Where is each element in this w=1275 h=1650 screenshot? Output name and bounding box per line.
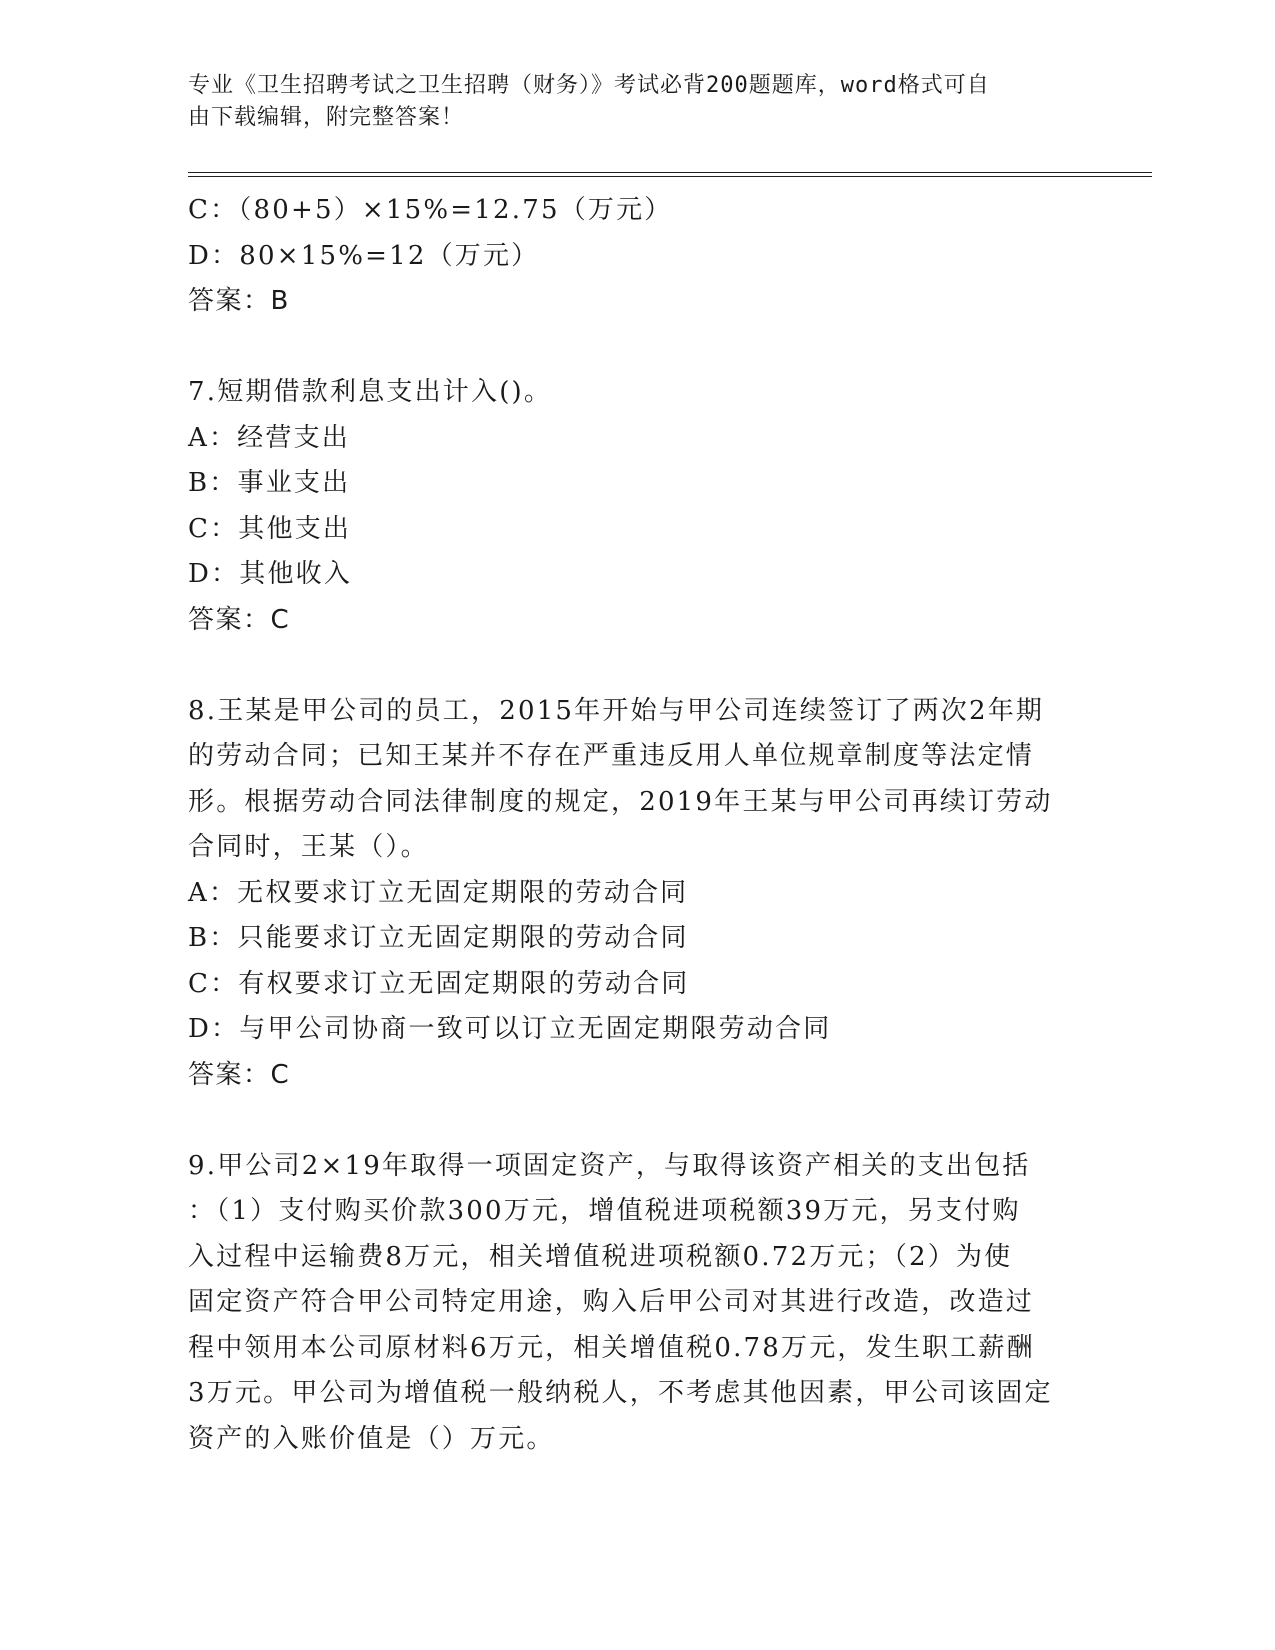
spacer (188, 1098, 1088, 1144)
q9-stem-line: 资产的入账价值是（）万元。 (188, 1423, 555, 1454)
q9-stem-line: 固定资产符合甲公司特定用途，购入后甲公司对其进行改造，改造过 (188, 1287, 1035, 1317)
q6-option-c: C：（80+5）×15%=12.75（万元） (188, 195, 673, 225)
q6-answer: 答案：B (188, 286, 290, 316)
q8-option-c: C：有权要求订立无固定期限的劳动合同 (188, 968, 690, 999)
header-title-line-2: 由下载编辑，附完整答案！ (188, 105, 465, 130)
header-divider-top (188, 172, 1152, 173)
q9-stem-line: 程中领用本公司原材料6万元，相关增值税0.78万元，发生职工薪酬 (188, 1332, 1035, 1363)
question-8 (188, 689, 1088, 1099)
q7-option-a: A：经营支出 (188, 422, 350, 453)
page-header (188, 70, 1068, 134)
q6-option-d: D：80×15%=12（万元） (188, 240, 540, 271)
q8-stem-line: 形。根据劳动合同法律制度的规定，2019年王某与甲公司再续订劳动 (188, 786, 1053, 817)
header-divider-bottom (188, 176, 1152, 177)
q8-answer: 答案：C (188, 1059, 291, 1090)
q8-option-a: A：无权要求订立无固定期限的劳动合同 (188, 877, 689, 908)
q7-stem: 7.短期借款利息支出计入()。 (188, 377, 553, 407)
q7-option-d: D：其他收入 (188, 559, 353, 589)
spacer (188, 325, 1088, 371)
question-6-tail (188, 188, 1088, 325)
q7-option-c: C：其他支出 (188, 513, 352, 544)
q7-answer: 答案：C (188, 604, 291, 635)
question-9 (188, 1144, 1088, 1463)
q7-option-b: B：事业支出 (188, 468, 351, 498)
header-title-line-1: 专业《卫生招聘考试之卫生招聘（财务）》考试必背200题题库，word格式可自 (188, 73, 990, 98)
q9-stem-line: ：（1）支付购买价款300万元，增值税进项税额39万元，另支付购 (188, 1196, 1021, 1226)
q9-stem-line: 3万元。甲公司为增值税一般纳税人，不考虑其他因素，甲公司该固定 (188, 1378, 1053, 1408)
q8-stem-line: 8.王某是甲公司的员工，2015年开始与甲公司连续签订了两次2年期 (188, 695, 1045, 726)
q8-option-d: D：与甲公司协商一致可以订立无固定期限劳动合同 (188, 1014, 832, 1044)
question-content (188, 188, 1088, 1462)
q8-option-b: B：只能要求订立无固定期限的劳动合同 (188, 923, 689, 953)
q8-stem-line: 合同时，王某（）。 (188, 832, 429, 862)
q9-stem-line: 入过程中运输费8万元，相关增值税进项税额0.72万元；（2）为使 (188, 1241, 1013, 1272)
q8-stem-line: 的劳动合同；已知王某并不存在严重违反用人单位规章制度等法定情 (188, 741, 1035, 771)
spacer (188, 643, 1088, 689)
q9-stem-line: 9.甲公司2×19年取得一项固定资产，与取得该资产相关的支出包括 (188, 1150, 1031, 1181)
question-7 (188, 370, 1088, 643)
